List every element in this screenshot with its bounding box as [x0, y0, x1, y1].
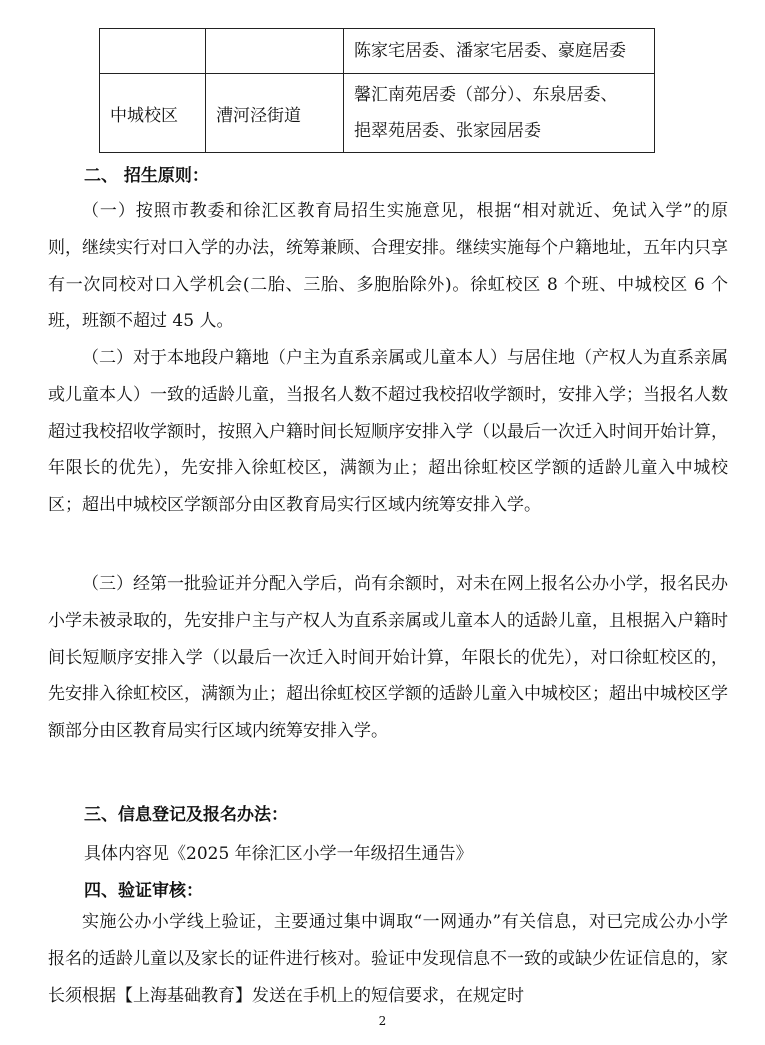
section-heading-verification: 四、验证审核： [84, 881, 203, 901]
table-cell-campus: 中城校区 [100, 74, 206, 153]
paragraph-principle-2: （二）对于本地段户籍地（户主为直系亲属或儿童本人）与居住地（产权人为直系亲属或儿童本人）一致的适龄儿童，当报名人数不超过我校招收学额时，安排入学；当报名人数超过我校招收学额时，按照入户籍时间长短顺序安排入学（以最后一次迁入时间开始计算，年限长的优先），先安排入徐虹校区，满额为止；超出徐虹校区学额的适龄儿童入中城校区；超出中城校区学额部分由区教育局实行区域内统筹安排入学。 [48, 348, 728, 516]
section-heading-registration: 三、信息登记及报名办法： [84, 805, 288, 825]
table-cell-campus [100, 29, 206, 74]
table-cell-street [206, 29, 344, 74]
committee-line: 挹翠苑居委、张家园居委 [354, 121, 541, 141]
section-heading-enrollment-principles: 二、 招生原则： [84, 166, 209, 186]
table-cell-committees [344, 74, 655, 153]
registration-text: 具体内容见《2025 年徐汇区小学一年级招生通告》 [84, 844, 473, 864]
table-cell-street: 漕河泾街道 [206, 74, 344, 153]
paragraph-principle-1: （一）按照市教委和徐汇区教育局招生实施意见，根据“相对就近、免试入学”的原则，继续实行对口入学的办法，统筹兼顾、合理安排。继续实施每个户籍地址，五年内只享有一次同校对口入学机会(二胎、三胎、多胞胎除外)。徐虹校区 8 个班、中城校区 6 个班，班额不超过 45 人。 [48, 201, 728, 332]
table-row [100, 74, 655, 153]
page-number: 2 [378, 1014, 387, 1028]
committee-line: 陈家宅居委、潘家宅居委、豪庭居委 [354, 41, 626, 61]
paragraph-principle-3: （三）经第一批验证并分配入学后，尚有余额时，对未在网上报名公办小学，报名民办小学未被录取的，先安排户主与产权人为直系亲属或儿童本人的适龄儿童，且根据入户籍时间长短顺序安排入学（以最后一次迁入时间开始计算，年限长的优先），对口徐虹校区的，先安排入徐虹校区，满额为止；超出徐虹校区学额的适龄儿童入中城校区；超出中城校区学额部分由区教育局实行区域内统筹安排入学。 [48, 574, 728, 742]
paragraph-verification: 实施公办小学线上验证，主要通过集中调取“一网通办”有关信息，对已完成公办小学报名的适龄儿童以及家长的证件进行核对。验证中发现信息不一致的或缺少佐证信息的，家长须根据【上海基础教育】发送在手机上的短信要求，在规定时 [48, 912, 728, 1006]
district-table [99, 28, 655, 153]
table-cell-committees [344, 29, 655, 74]
committee-line: 馨汇南苑居委（部分）、东泉居委、 [354, 85, 618, 105]
table-row [100, 29, 655, 74]
